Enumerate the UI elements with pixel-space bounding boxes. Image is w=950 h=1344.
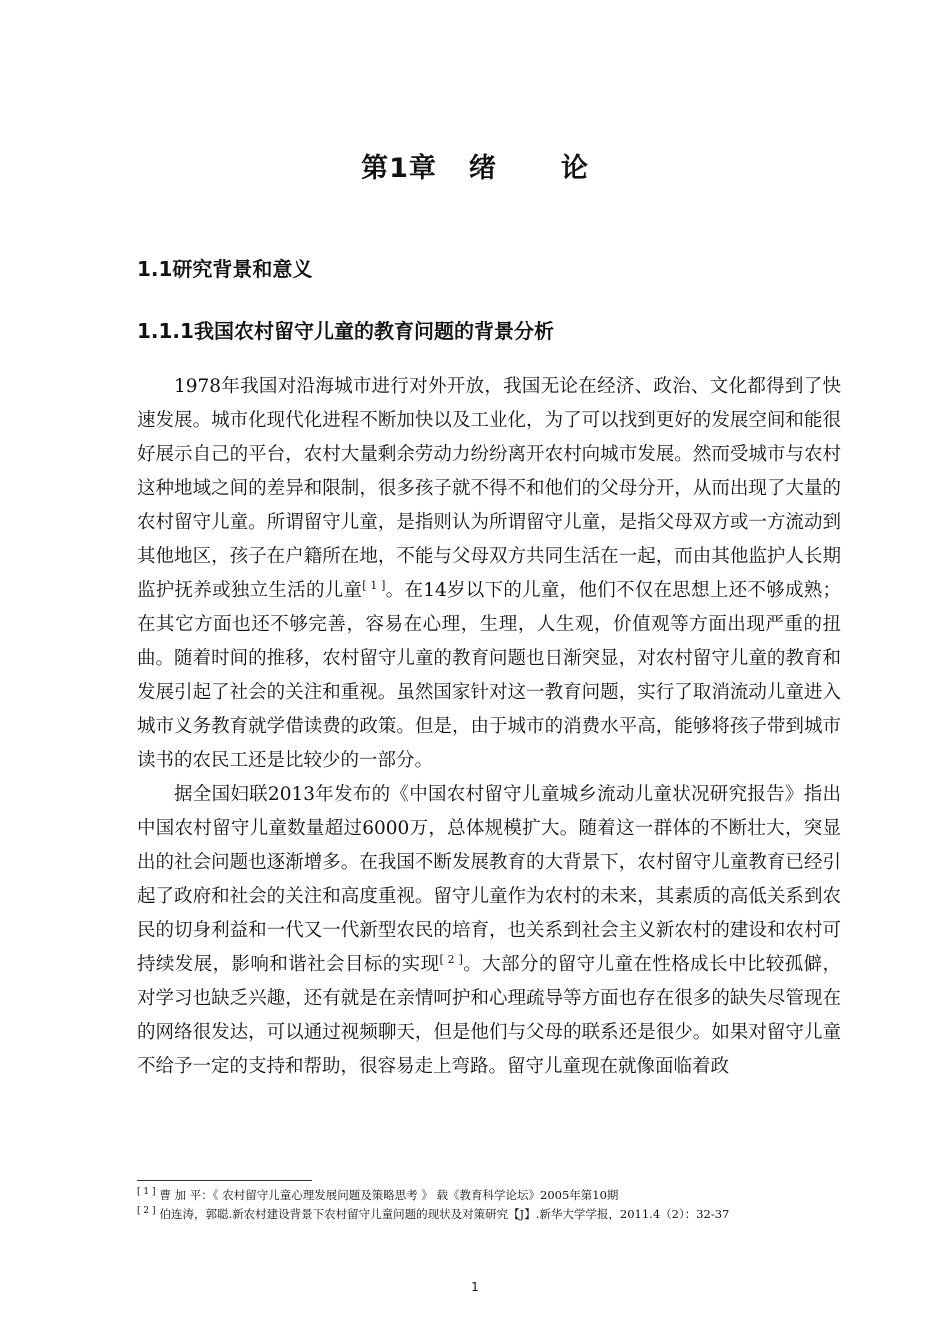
body-text <box>137 370 841 1084</box>
paragraph-2 <box>137 778 841 1084</box>
paragraph-1 <box>137 370 841 778</box>
footnote-2 <box>137 1203 857 1222</box>
footnote-text-1: 曹 加 平：《 农村留守儿童心理发展问题及策略思考 》 载《教育科学论坛》2005年第10期 <box>159 1187 619 1202</box>
chapter-number: 第1章 <box>361 153 437 184</box>
footnote-1 <box>137 1184 857 1203</box>
section-heading: 1.1研究背景和意义 <box>137 257 313 281</box>
paragraph-1-text-a: 1978年我国对沿海城市进行对外开放，我国无论在经济、政治、文化都得到了快速发展。城市化现代化进程不断加快以及工业化，为了可以找到更好的发展空间和能很好展示自己的平台，农村大量剩余劳动力纷纷离开农村向城市发展。然而受城市与农村这种地域之间的差异和限制，很多孩子就不得不和他们的父母分开，从而出现了大量的农村留守儿童。所谓留守儿童，是指则认为所谓留守儿童，是指父母双方或一方流动到其他地区，孩子在户籍所在地，不能与父母双方共同生活在一起，而由其他监护人长期监护抚养或独立生活的儿童 <box>137 376 841 601</box>
citation-ref-1: [ 1 ] <box>362 578 386 592</box>
chapter-title <box>0 146 950 185</box>
chapter-title-char-a: 绪 <box>468 153 497 184</box>
chapter-title-char-b: 论 <box>560 153 589 184</box>
paragraph-2-text-b: 。大部分的留守儿童在性格成长中比较孤僻，对学习也缺乏兴趣，还有就是在亲情呵护和心理疏导等方面也存在很多的缺失尽管现在的网络很发达，可以通过视频聊天，但是他们与父母的联系还是很少。如果对留守儿童不给予一定的支持和帮助，很容易走上弯路。留守儿童现在就像面临着政 <box>137 954 841 1077</box>
paragraph-1-text-b: 。在14岁以下的儿童，他们不仅在思想上还不够成熟；在其它方面也还不够完善，容易在心理，生理，人生观，价值观等方面出现严重的扭曲。随着时间的推移，农村留守儿童的教育问题也日渐突显，对农村留守儿童的教育和发展引起了社会的关注和重视。虽然国家针对这一教育问题，实行了取消流动儿童进入城市义务教育就学借读费的政策。但是，由于城市的消费水平高，能够将孩子带到城市读书的农民工还是比较少的一部分。 <box>137 580 841 771</box>
page-number: 1 <box>471 1280 479 1294</box>
citation-ref-2: [ 2 ] <box>439 952 463 966</box>
footnote-mark-2: [ 2 ] <box>137 1205 156 1216</box>
footnote-divider <box>137 1180 312 1181</box>
footnotes <box>137 1184 857 1222</box>
footnote-text-2: 伯连涛，郭聪.新农村建设背景下农村留守儿童问题的现状及对策研究【J】.新华大学学报，2011.4（2）：32-37 <box>159 1206 730 1221</box>
paragraph-2-text-a: 据全国妇联2013年发布的《中国农村留守儿童城乡流动儿童状况研究报告》指出中国农村留守儿童数量超过6000万，总体规模扩大。随着这一群体的不断壮大，突显出的社会问题也逐渐增多。在我国不断发展教育的大背景下，农村留守儿童教育已经引起了政府和社会的关注和高度重视。留守儿童作为农村的未来，其素质的高低关系到农民的切身利益和一代又一代新型农民的培育，也关系到社会主义新农村的建设和农村可持续发展，影响和谐社会目标的实现 <box>137 784 841 975</box>
subsection-heading: 1.1.1我国农村留守儿童的教育问题的背景分析 <box>137 319 554 343</box>
footnote-mark-1: [ 1 ] <box>137 1187 156 1197</box>
